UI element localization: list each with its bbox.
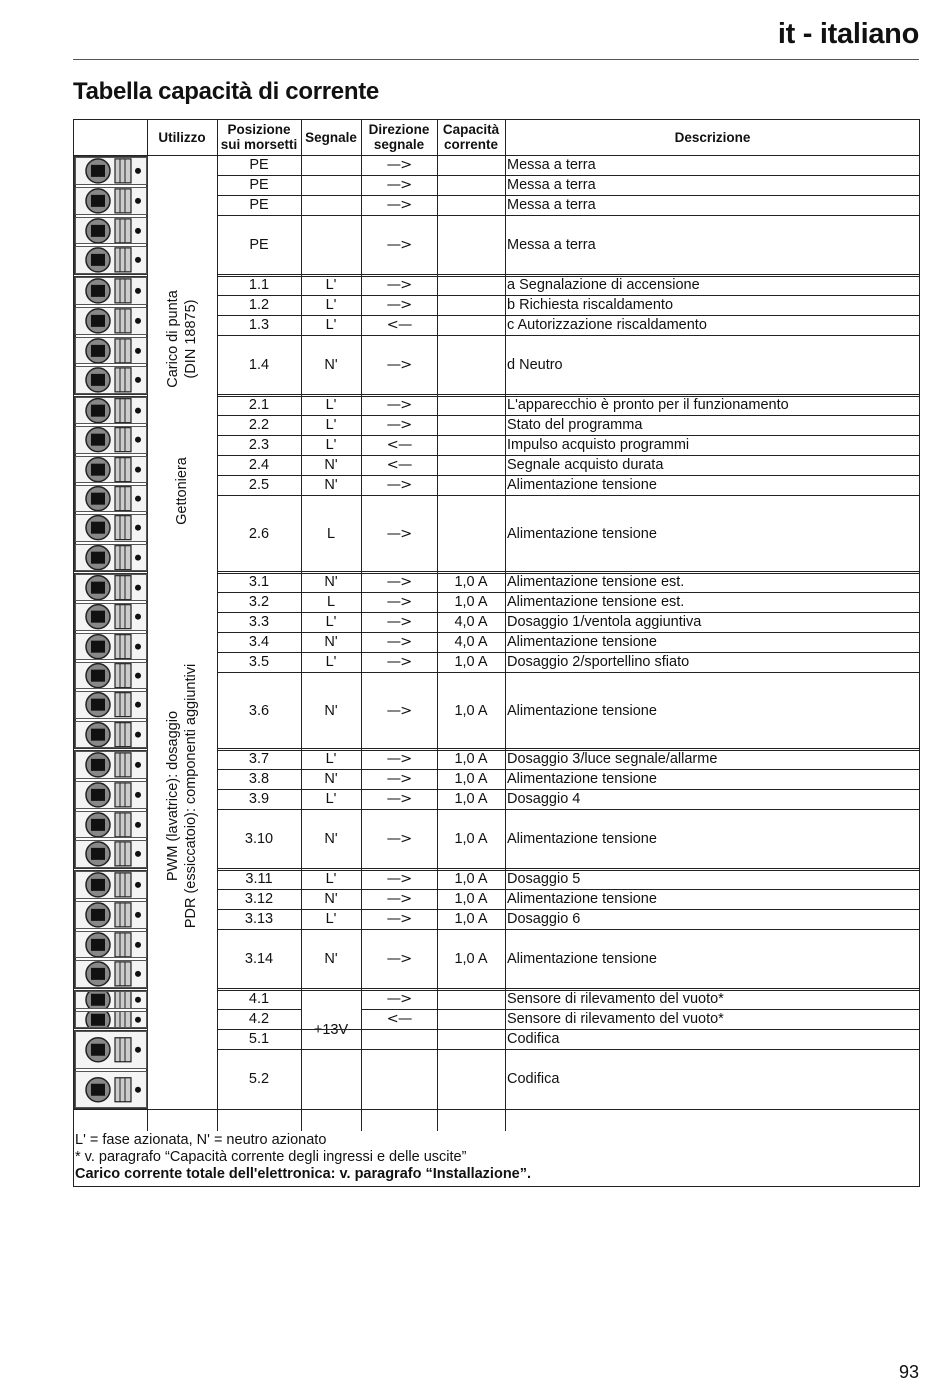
terminal-screw-icon <box>76 634 146 659</box>
table-row-sig: L' <box>325 437 337 453</box>
column-rule <box>217 119 218 1131</box>
header-divider <box>73 59 919 60</box>
terminal-slot <box>75 485 147 512</box>
table-row-pos: 1.2 <box>248 297 270 313</box>
table-row-cap: 1,0 A <box>454 911 488 927</box>
table-row-sig <box>301 155 361 175</box>
table-row-desc: Alimentazione tensione est. <box>507 594 685 610</box>
terminal-screw-icon <box>76 752 146 778</box>
table-row-cap: 1,0 A <box>454 594 488 610</box>
table-row-dir: —> <box>386 357 412 373</box>
table-row-dir: —> <box>386 417 412 433</box>
table-row-cap <box>437 989 505 1009</box>
column-rule <box>301 119 302 1131</box>
terminal-screw-icon <box>76 1032 146 1068</box>
terminal-screw-icon <box>76 902 146 928</box>
table-row-dir: —> <box>386 951 412 967</box>
table-row-desc: c Autorizzazione riscaldamento <box>507 317 707 333</box>
terminal-screw-icon <box>76 308 146 334</box>
table-row-sig: L' <box>325 791 337 807</box>
table-row-desc: L'apparecchio è pronto per il funzionamento <box>507 397 789 413</box>
table-row-dir: <— <box>386 1011 412 1027</box>
footnote-3: Carico corrente totale dell'elettronica: v. paragrafo “Installazione”. <box>75 1166 532 1182</box>
table-row-sig <box>301 1049 361 1109</box>
terminal-slot <box>75 901 147 929</box>
terminal-screw-icon <box>76 398 146 423</box>
table-row-cap <box>437 1049 505 1109</box>
table-row-desc: d Neutro <box>507 357 563 373</box>
table-row-dir: —> <box>386 911 412 927</box>
table-row-pos: 2.2 <box>248 417 270 433</box>
table-row-cap <box>437 275 505 295</box>
table-row-cap <box>437 155 505 175</box>
terminal-slot <box>75 456 147 483</box>
terminal-screw-icon <box>76 545 146 570</box>
terminal-slot <box>75 217 147 245</box>
table-row-cap <box>437 315 505 335</box>
terminal-screw-icon <box>76 992 146 1008</box>
table-row-pos: PE <box>249 197 269 213</box>
col-header-capacity: Capacità corrente <box>442 122 500 152</box>
terminal-slot <box>75 871 147 899</box>
table-row-pos: 3.6 <box>248 702 270 719</box>
table-row-cap <box>437 175 505 195</box>
terminal-screw-icon <box>76 932 146 958</box>
terminal-slot <box>75 514 147 541</box>
table-row-sig: L' <box>325 397 337 413</box>
table-row-pos: 3.11 <box>245 871 273 887</box>
terminal-slot <box>75 1031 147 1069</box>
terminal-screw-icon <box>76 841 146 867</box>
table-row-sig: L' <box>325 911 337 927</box>
table-row-cap <box>437 395 505 415</box>
table-row-sig: L' <box>325 614 337 630</box>
col-header-signal: Segnale <box>305 129 357 145</box>
table-row-sig: L' <box>325 277 337 293</box>
table-row-cap: 1,0 A <box>454 791 488 807</box>
table-row-sig: L' <box>325 417 337 433</box>
group-label-coin-box: Gettoniera <box>174 457 190 525</box>
terminal-slot <box>75 1011 147 1029</box>
table-row-pos: 2.1 <box>248 397 270 413</box>
terminal-slot <box>75 811 147 839</box>
terminal-screw-icon <box>76 782 146 808</box>
table-row-cap: 1,0 A <box>454 654 488 670</box>
table-row-pos: 2.5 <box>248 477 270 493</box>
table-row-dir: —> <box>386 771 412 787</box>
terminal-screw-icon <box>76 218 146 244</box>
table-row-pos: 1.4 <box>248 357 270 373</box>
table-row-sig: N' <box>324 357 338 373</box>
table-row-dir: —> <box>386 574 412 590</box>
table-row-desc: Codifica <box>507 1031 560 1047</box>
table-row-pos: PE <box>249 177 269 193</box>
column-rule <box>361 119 362 1131</box>
table-row-pos: PE <box>249 237 269 253</box>
terminal-slot <box>75 397 147 424</box>
table-row-desc: Sensore di rilevamento del vuoto* <box>507 991 724 1007</box>
page-title: Tabella capacità di corrente <box>73 78 379 105</box>
table-row-pos: 1.3 <box>248 317 270 333</box>
terminal-screw-icon <box>76 278 146 304</box>
table-row-pos: 3.9 <box>248 791 270 807</box>
table-row-sig: L' <box>325 317 337 333</box>
table-row-desc: Dosaggio 6 <box>507 911 581 927</box>
table-row-desc: Segnale acquisto durata <box>507 457 664 473</box>
table-row-dir: —> <box>386 177 412 193</box>
table-row-sig: N' <box>324 477 338 493</box>
table-row-cap: 1,0 A <box>454 771 488 787</box>
table-row-pos: 5.1 <box>248 1031 270 1047</box>
table-row-pos: 1.1 <box>248 277 270 293</box>
terminal-slot <box>75 1071 147 1109</box>
table-row-dir: —> <box>386 791 412 807</box>
table-row-desc: Codifica <box>507 1071 560 1087</box>
terminal-slot <box>75 840 147 868</box>
table-row-sig: L' <box>325 751 337 767</box>
table-row-pos: 3.7 <box>248 751 270 767</box>
table-row-pos: 2.4 <box>248 457 270 473</box>
table-row-desc: Alimentazione tensione <box>507 477 657 493</box>
table-row-cap: 4,0 A <box>454 634 488 650</box>
table-row-sig <box>301 1029 361 1049</box>
terminal-slot <box>75 246 147 274</box>
table-row-desc: Impulso acquisto programmi <box>507 437 690 453</box>
table-row-cap <box>437 295 505 315</box>
terminal-screw-icon <box>76 872 146 898</box>
table-row-pos: 3.5 <box>248 654 270 670</box>
table-row-dir: —> <box>386 614 412 630</box>
table-row-cap: 1,0 A <box>454 891 488 907</box>
table-row-dir: —> <box>386 237 412 253</box>
table-row-sig <box>301 175 361 195</box>
col-header-description: Descrizione <box>674 129 751 145</box>
table-row-dir: —> <box>386 634 412 650</box>
terminal-screw-icon <box>76 457 146 482</box>
table-row-pos: 4.1 <box>248 991 270 1007</box>
col-header-usage: Utilizzo <box>158 129 206 145</box>
column-rule <box>505 119 506 1131</box>
table-row-sig: N' <box>324 951 338 967</box>
table-row-pos: 3.3 <box>248 614 270 630</box>
table-row-cap <box>437 195 505 215</box>
terminal-slot <box>75 931 147 959</box>
terminal-screw-icon <box>76 486 146 511</box>
terminal-slot <box>75 721 147 748</box>
table-row-dir: <— <box>386 437 412 453</box>
table-row-desc: Alimentazione tensione <box>507 702 657 719</box>
table-row-sig: L <box>326 525 336 542</box>
table-row-sig: N' <box>324 771 338 787</box>
table-row-cap: 1,0 A <box>454 702 488 719</box>
terminal-slot <box>75 157 147 185</box>
terminal-screw-icon <box>76 722 146 747</box>
table-row-desc: a Segnalazione di accensione <box>507 277 700 293</box>
terminal-slot <box>75 277 147 305</box>
terminal-screw-icon <box>76 338 146 364</box>
header-rule <box>73 155 920 156</box>
terminal-screw-icon <box>76 367 146 393</box>
table-row-pos: 3.2 <box>248 594 270 610</box>
table-bottom-rule <box>73 1109 920 1110</box>
terminal-screw-icon <box>76 663 146 688</box>
table-row-sig: N' <box>324 574 338 590</box>
terminal-screw-icon <box>76 604 146 629</box>
table-row-pos: 3.10 <box>244 831 274 847</box>
table-row-sig: L' <box>325 654 337 670</box>
table-row-cap <box>437 415 505 435</box>
terminal-slot <box>75 603 147 630</box>
table-row-dir: —> <box>386 702 412 719</box>
terminal-slot <box>75 544 147 571</box>
table-row-desc: Messa a terra <box>507 237 596 253</box>
terminal-screw-icon <box>76 1012 146 1028</box>
table-row-cap <box>437 335 505 395</box>
terminal-screw-icon <box>76 961 146 987</box>
terminal-screw-icon <box>76 158 146 184</box>
signal-13v: +13V <box>313 1022 349 1038</box>
terminal-slot <box>75 187 147 215</box>
terminal-screw-icon <box>76 1072 146 1108</box>
table-row-sig: N' <box>324 831 338 847</box>
terminal-screw-icon <box>76 692 146 717</box>
table-row-sig: N' <box>324 634 338 650</box>
terminal-slot <box>75 426 147 453</box>
column-rule <box>437 119 438 1131</box>
table-row-sig: N' <box>324 457 338 473</box>
table-row-desc: Dosaggio 4 <box>507 791 581 807</box>
table-row-cap <box>437 435 505 455</box>
terminal-screw-icon <box>76 188 146 214</box>
table-row-cap: 1,0 A <box>454 951 488 967</box>
table-row-dir <box>361 1049 437 1109</box>
terminal-slot <box>75 781 147 809</box>
table-row-pos: 3.4 <box>248 634 270 650</box>
group-label-pwm-pdr: PWM (lavatrice): dosaggio PDR (essiccatoio): componenti aggiuntivi <box>165 663 199 929</box>
table-row-dir: <— <box>386 457 412 473</box>
table-row-sig <box>301 215 361 275</box>
table-row-desc: Alimentazione tensione est. <box>507 574 685 590</box>
table-row-cap <box>437 495 505 572</box>
terminal-slot <box>75 633 147 660</box>
table-row-desc: Sensore di rilevamento del vuoto* <box>507 1011 724 1027</box>
table-row-dir: —> <box>386 397 412 413</box>
terminal-screw-icon <box>76 427 146 452</box>
table-row-pos: PE <box>249 157 269 173</box>
table-row-cap <box>437 215 505 275</box>
table-row-pos: 2.6 <box>248 525 270 542</box>
terminal-slot <box>75 960 147 988</box>
terminal-slot <box>75 691 147 718</box>
table-row-cap: 1,0 A <box>454 871 488 887</box>
table-row-sig: N' <box>324 702 338 719</box>
terminal-slot <box>75 366 147 394</box>
table-row-sig: L' <box>325 297 337 313</box>
terminal-screw-icon <box>76 247 146 273</box>
terminal-screw-icon <box>76 575 146 600</box>
terminal-slot <box>75 751 147 779</box>
table-row-desc: b Richiesta riscaldamento <box>507 297 674 313</box>
footnote-2: * v. paragrafo “Capacità corrente degli ingressi e delle uscite” <box>75 1149 467 1165</box>
table-row-cap: 1,0 A <box>454 831 488 847</box>
table-row-desc: Alimentazione tensione <box>507 634 657 650</box>
table-row-desc: Messa a terra <box>507 177 596 193</box>
col-header-direction: Direzione segnale <box>368 122 430 152</box>
table-row-desc: Dosaggio 3/luce segnale/allarme <box>507 751 718 767</box>
table-row-sig <box>301 195 361 215</box>
table-row-dir: —> <box>386 594 412 610</box>
language-header: it - italiano <box>777 18 919 50</box>
table-row-sig: N' <box>324 891 338 907</box>
table-row-desc: Dosaggio 1/ventola aggiuntiva <box>507 614 702 630</box>
table-row-sig: L <box>326 594 336 610</box>
table-row-pos: 5.2 <box>248 1071 270 1087</box>
table-row-desc: Messa a terra <box>507 197 596 213</box>
table-row-cap: 4,0 A <box>454 614 488 630</box>
table-row-dir: —> <box>386 477 412 493</box>
table-row-dir: —> <box>386 991 412 1007</box>
table-row-pos: 3.1 <box>248 574 270 590</box>
table-row-pos: 4.2 <box>248 1011 270 1027</box>
terminal-screw-icon <box>76 515 146 540</box>
table-row-pos: 3.8 <box>248 771 270 787</box>
table-row-cap: 1,0 A <box>454 574 488 590</box>
table-row-dir: —> <box>386 871 412 887</box>
table-row-pos: 2.3 <box>248 437 270 453</box>
table-row-pos: 3.14 <box>244 951 274 967</box>
table-row-pos: 3.13 <box>244 911 274 927</box>
terminal-slot <box>75 991 147 1009</box>
table-row-dir: —> <box>386 891 412 907</box>
table-row-cap <box>437 1009 505 1029</box>
table-row-cap: 1,0 A <box>454 751 488 767</box>
table-row-desc: Stato del programma <box>507 417 643 433</box>
table-row-dir: —> <box>386 197 412 213</box>
table-row-dir: —> <box>386 525 412 542</box>
table-row-sig: L' <box>325 871 337 887</box>
terminal-slot <box>75 662 147 689</box>
table-row-cap <box>437 475 505 495</box>
table-row-dir: —> <box>386 831 412 847</box>
table-row-desc: Alimentazione tensione <box>507 951 657 967</box>
table-row-desc: Dosaggio 5 <box>507 871 581 887</box>
table-row-desc: Alimentazione tensione <box>507 525 657 542</box>
table-row-dir <box>361 1029 437 1049</box>
table-row-dir: —> <box>386 751 412 767</box>
terminal-slot <box>75 574 147 601</box>
table-row-dir: —> <box>386 654 412 670</box>
page-number: 93 <box>898 1362 919 1382</box>
table-row-cap <box>437 1029 505 1049</box>
table-row-cap <box>437 455 505 475</box>
terminal-slot <box>75 337 147 365</box>
table-row-desc: Alimentazione tensione <box>507 771 657 787</box>
table-row-desc: Alimentazione tensione <box>507 831 657 847</box>
table-row-desc: Dosaggio 2/sportellino sfiato <box>507 654 690 670</box>
table-row-dir: <— <box>386 317 412 333</box>
footnote-1: L' = fase azionata, N' = neutro azionato <box>75 1132 327 1148</box>
table-row-pos: 3.12 <box>244 891 274 907</box>
table-row-dir: —> <box>386 297 412 313</box>
col-header-position: Posizione sui morsetti <box>220 122 298 152</box>
terminal-slot <box>75 307 147 335</box>
table-row-dir: —> <box>386 157 412 173</box>
current-capacity-table <box>73 119 920 1187</box>
table-row-dir: —> <box>386 277 412 293</box>
group-label-peak-load: Carico di punta (DIN 18875) <box>165 290 199 388</box>
table-row-desc: Alimentazione tensione <box>507 891 657 907</box>
terminal-screw-icon <box>76 812 146 838</box>
table-row-desc: Messa a terra <box>507 157 596 173</box>
